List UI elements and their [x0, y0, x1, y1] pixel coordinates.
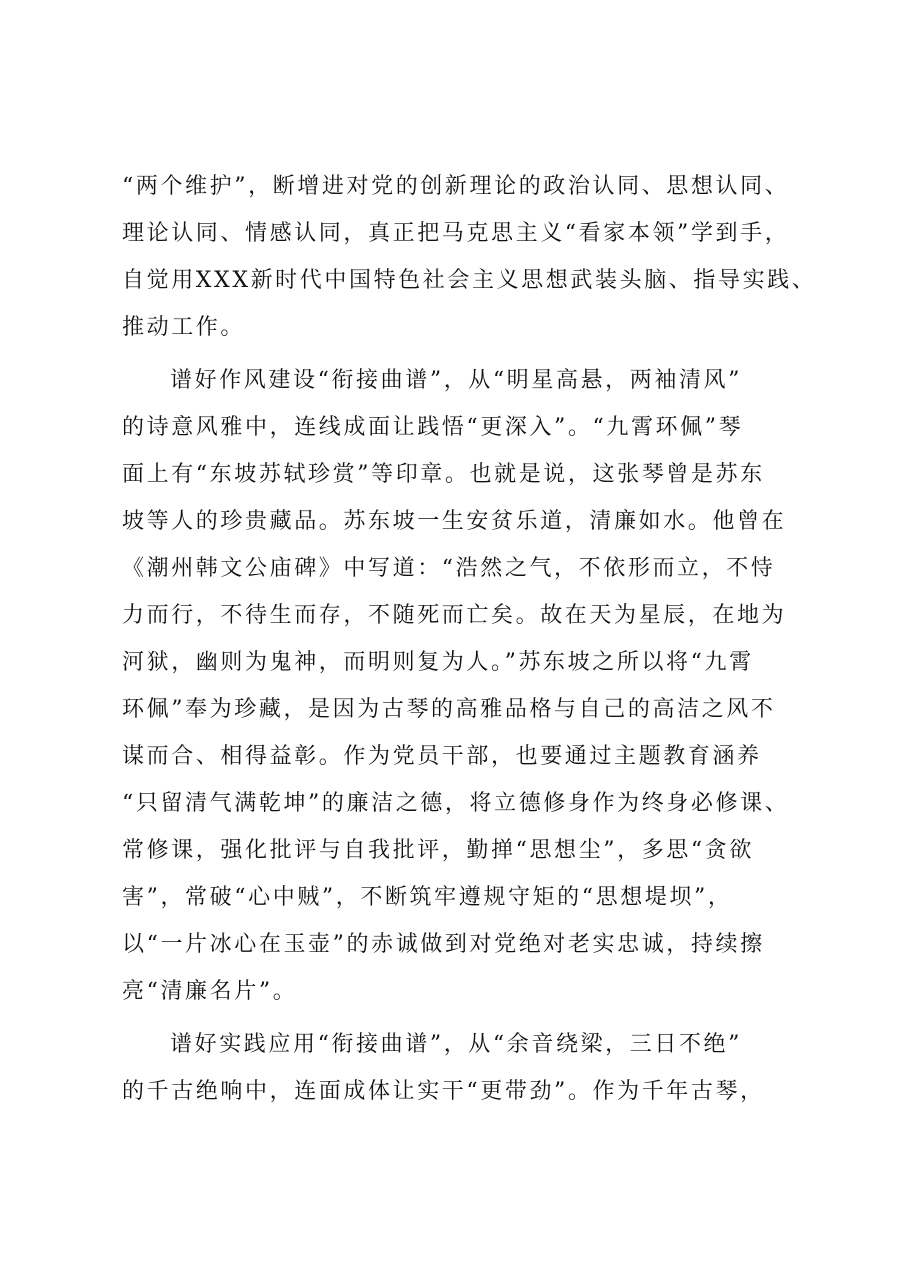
text-line: 亮“清廉名片”。 [122, 979, 298, 1004]
text-line: 河狱，幽则为鬼神，而明则复为人。”苏东坡之所以将“九霄 [122, 650, 754, 675]
text-line: 害”，常破“心中贼”，不断筑牢遵规守矩的“思想堤坝”， [122, 885, 733, 910]
text-line: 的千古绝响中，连面成体让实干“更带劲”。作为千年古琴， [122, 1079, 765, 1104]
text-line: 力而行，不待生而存，不随死而亡矣。故在天为星辰，在地为 [122, 603, 787, 628]
text-line: 《潮州韩文公庙碑》中写道：“浩然之气，不依形而立，不恃 [122, 556, 776, 581]
text-line: 理论认同、情感认同，真正把马克思主义“看家本领”学到手， [122, 221, 790, 246]
text-line: 常修课，强化批评与自我批评，勤掸“思想尘”，多思“贪欲 [122, 838, 754, 863]
text-line: 环佩”奉为珍藏，是因为古琴的高雅品格与自己的高洁之风不 [122, 697, 776, 722]
text-line: 的诗意风雅中，连线成面让践悟“更深入”。“九霄环佩”琴 [122, 415, 744, 440]
text-line: 推动工作。 [122, 315, 246, 340]
text-line: 坡等人的珍贵藏品。苏东坡一生安贫乐道，清廉如水。他曾在 [122, 509, 787, 534]
text-line: 自觉用XXX新时代中国特色社会主义思想武装头脑、指导实践、 [122, 268, 817, 293]
text-line: 面上有“东坡苏轼珍赏”等印章。也就是说，这张琴曾是苏东 [122, 462, 765, 487]
text-line: “两个维护”，断增进对党的创新理论的政治认同、思想认同、 [122, 174, 790, 199]
text-line: 谱好实践应用“衔接曲谱”，从“余音绕梁，三日不绝” [170, 1032, 742, 1057]
text-line: “只留清气满乾坤”的廉洁之德，将立德修身作为终身必修课、 [122, 791, 790, 816]
text-line: 谱好作风建设“衔接曲谱”，从“明星高悬，两袖清风” [170, 368, 742, 393]
text-line: 谋而合、相得益彰。作为党员干部，也要通过主题教育涵养 [122, 744, 762, 769]
text-line: 以“一片冰心在玉壶”的赤诚做到对党绝对老实忠诚，持续擦 [122, 932, 765, 957]
